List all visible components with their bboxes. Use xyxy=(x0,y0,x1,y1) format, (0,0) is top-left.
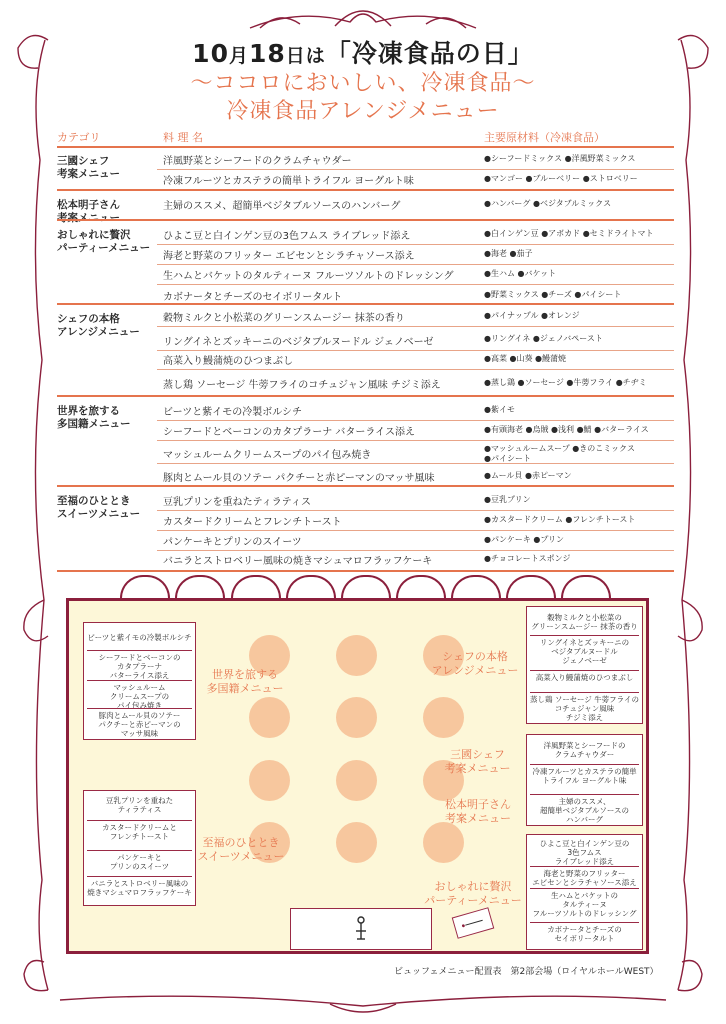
window-arch xyxy=(451,575,501,598)
plan-menu-item: マッシュルーム クリームスープの パイ包み焼き xyxy=(109,683,170,710)
category-label: 三國シェフ 考案メニュー xyxy=(57,155,120,180)
plan-menu-item: 蒸し鶏 ソーセージ 牛蒡フライの コチュジャン風味 チジミ添え xyxy=(530,695,639,722)
ingredients: ●チョコレートスポンジ xyxy=(484,554,571,563)
category-label: おしゃれに贅沢 パーティーメニュー xyxy=(57,229,151,254)
page-title: 10月18日は「冷凍食品の日」 xyxy=(192,39,534,68)
ingredients: ●蒸し鶏 ●ソーセージ ●牛蒡フライ ●チヂミ xyxy=(484,378,647,387)
category-divider xyxy=(57,189,674,191)
zone-label-matsumoto: 松本明子さん 考案メニュー xyxy=(445,798,511,825)
dish-name: 豆乳プリンを重ねたティラティス xyxy=(163,497,311,508)
window-arch xyxy=(341,575,391,598)
zone-label-party: おしゃれに贅沢 パーティーメニュー xyxy=(424,880,522,907)
dish-name: ひよこ豆と白インゲン豆の3色フムス ライブレッド添え xyxy=(163,231,411,242)
buffet-table xyxy=(423,697,464,738)
category-divider xyxy=(57,303,674,305)
table-bottom-rule xyxy=(57,570,674,572)
dish-name: シーフードとベーコンのカタプラーナ バターライス添え xyxy=(163,427,415,438)
plan-menu-item: 主婦のススメ、 超簡単ベジタブルソースの ハンバーグ xyxy=(539,797,630,824)
window-arch xyxy=(175,575,225,598)
ingredients: ●白インゲン豆 ●アボカド ●セミドライトマト xyxy=(484,229,654,238)
plan-item-divider xyxy=(530,670,639,671)
row-divider xyxy=(157,284,674,285)
category-label: シェフの本格 アレンジメニュー xyxy=(57,313,140,338)
buffet-table xyxy=(336,697,377,738)
plan-menu-item: ひよこ豆と白インゲン豆の 3色フムス ライブレッド添え xyxy=(539,839,630,866)
ingredients: ●パイナップル ●オレンジ xyxy=(484,311,580,320)
dish-name: 豚肉とムール貝のソテー パクチーと赤ピーマンのマッサ風味 xyxy=(163,473,435,484)
plan-menu-item: 穀物ミルクと小松菜の グリーンスムージー 抹茶の香り xyxy=(531,613,638,631)
row-divider xyxy=(157,350,674,351)
buffet-table xyxy=(336,822,377,863)
menu-box-sweets xyxy=(83,790,196,906)
menu-box-world xyxy=(83,622,196,740)
plan-item-divider xyxy=(530,692,639,693)
ingredients: ●生ハム ●バケット xyxy=(484,269,557,278)
plan-item-divider xyxy=(87,876,192,877)
plan-item-divider xyxy=(530,866,639,867)
ingredients: ●紫イモ xyxy=(484,405,515,414)
table-header-rule xyxy=(57,146,674,148)
row-divider xyxy=(157,264,674,265)
plan-item-divider xyxy=(87,850,192,851)
plan-menu-item: リングイネとズッキーニの ベジタブルヌードル ジェノベーゼ xyxy=(539,638,630,665)
ingredients: ●マッシュルームスープ ●きのこミックス ●パイシート xyxy=(484,444,635,463)
row-divider xyxy=(157,420,674,421)
dish-name: 洋風野菜とシーフードのクラムチャウダー xyxy=(163,156,352,167)
dish-name: カボナータとチーズのセイボリータルト xyxy=(163,292,343,303)
dish-name: 冷凍フルーツとカステラの簡単トライフル ヨーグルト味 xyxy=(163,176,414,187)
category-divider xyxy=(57,395,674,397)
plan-menu-item: 豚肉とムール貝のソテー パクチーと赤ピーマンの マッサ風味 xyxy=(98,711,181,738)
ingredients: ●有頭海老 ●烏賊 ●浅利 ●鯖 ●バターライス xyxy=(484,425,649,434)
ingredients: ●リングイネ ●ジェノバペースト xyxy=(484,334,603,343)
buffet-table xyxy=(336,760,377,801)
dish-name: 海老と野菜のフリッター エビセンとシラチャソース添え xyxy=(163,251,415,262)
microphone-icon xyxy=(291,909,431,949)
column-header-ingredients: 主要原材料（冷凍食品） xyxy=(484,131,605,144)
ingredients: ●パンケーキ ●プリン xyxy=(484,535,565,544)
category-label: 世界を旅する 多国籍メニュー xyxy=(57,405,131,430)
zone-label-world: 世界を旅する 多国籍メニュー xyxy=(206,668,284,695)
plan-item-divider xyxy=(530,922,639,923)
row-divider xyxy=(157,369,674,370)
row-divider xyxy=(157,550,674,551)
subtitle: 〜ココロにおいしい、冷凍食品〜 xyxy=(190,71,536,96)
dish-name: パンケーキとプリンのスイーツ xyxy=(163,537,302,548)
plan-item-divider xyxy=(530,635,639,636)
plan-menu-item: 冷凍フルーツとカステラの簡単 トライフル ヨーグルト味 xyxy=(532,767,637,785)
dish-name: バニラとストロベリー風味の焼きマシュマロフラッフケーキ xyxy=(163,556,433,567)
column-header-dish: 料 理 名 xyxy=(163,131,203,144)
ingredients: ●海老 ●茄子 xyxy=(484,249,533,258)
window-arch xyxy=(231,575,281,598)
category-label: 松本明子さん 考案メニュー xyxy=(57,199,120,224)
ingredients: ●シーフードミックス ●洋風野菜ミックス xyxy=(484,154,636,163)
row-divider xyxy=(157,169,674,170)
plan-item-divider xyxy=(87,650,192,651)
dish-name: カスタードクリームとフレンチトースト xyxy=(163,517,342,528)
category-label: 至福のひととき スイーツメニュー xyxy=(57,495,141,520)
plan-menu-item: カボナータとチーズの セイボリータルト xyxy=(547,925,622,943)
menu-box-party xyxy=(526,834,643,950)
ingredients: ●ムール貝 ●赤ピーマン xyxy=(484,471,572,480)
ingredients: ●カスタードクリーム ●フレンチトースト xyxy=(484,515,636,524)
dish-name: 主婦のススメ、超簡単ベジタブルソースのハンバーグ xyxy=(163,201,401,212)
dish-name: 蒸し鶏 ソーセージ 牛蒡フライのコチュジャン風味 チジミ添え xyxy=(163,380,441,391)
zone-label-chef: シェフの本格 アレンジメニュー xyxy=(431,650,519,677)
plan-menu-item: 豆乳プリンを重ねた ティラティス xyxy=(105,796,174,814)
menu-box-mikuni-matsumoto xyxy=(526,734,643,826)
row-divider xyxy=(157,244,674,245)
row-divider xyxy=(157,510,674,511)
row-divider xyxy=(157,326,674,327)
plan-menu-item: パンケーキと プリンのスイーツ xyxy=(109,853,170,871)
dish-name: 穀物ミルクと小松菜のグリーンスムージー 抹茶の香り xyxy=(163,313,405,324)
window-arch xyxy=(561,575,611,598)
buffet-table xyxy=(249,697,290,738)
plan-item-divider xyxy=(87,820,192,821)
plan-item-divider xyxy=(530,764,639,765)
window-arch xyxy=(396,575,446,598)
buffet-table xyxy=(336,635,377,676)
stage xyxy=(290,908,432,950)
ingredients: ●高菜 ●山葵 ●鰻蒲焼 xyxy=(484,354,567,363)
dish-name: 生ハムとバケットのタルティーヌ フルーツソルトのドレッシング xyxy=(163,271,454,282)
ingredients: ●マンゴー ●ブルーベリー ●ストロベリー xyxy=(484,174,638,183)
plan-item-divider xyxy=(87,680,192,681)
category-divider xyxy=(57,219,674,221)
plan-menu-item: 洋風野菜とシーフードの クラムチャウダー xyxy=(543,741,626,759)
window-arch xyxy=(120,575,170,598)
ingredients: ●野菜ミックス ●チーズ ●パイシート xyxy=(484,290,622,299)
dish-name: マッシュルームクリームスープのパイ包み焼き xyxy=(163,450,372,461)
plan-menu-item: バニラとストロベリー風味の 焼きマシュマロフラッフケーキ xyxy=(87,879,192,897)
column-header-category: カテゴリ xyxy=(57,131,101,144)
buffet-table xyxy=(423,822,464,863)
plan-item-divider xyxy=(530,888,639,889)
window-arch xyxy=(286,575,336,598)
menu-box-chef xyxy=(526,606,643,724)
footer-caption: ビュッフェメニュー配置表 第2部会場（ロイヤルホールWEST） xyxy=(394,967,659,977)
dish-name: リングイネとズッキーニのベジタブルヌードル ジェノベーゼ xyxy=(163,337,434,348)
ingredients: ●ハンバーグ ●ベジタブルミックス xyxy=(484,199,612,208)
plan-menu-item: カスタードクリームと フレンチトースト xyxy=(102,823,177,841)
window-arch xyxy=(506,575,556,598)
plan-menu-item: 海老と野菜のフリッター エビセンとシラチャソース添え xyxy=(532,869,637,887)
plan-menu-item: ビーツと紫イモの冷製ボルシチ xyxy=(87,633,192,642)
row-divider xyxy=(157,530,674,531)
plan-menu-item: 生ハムとバケットの タルティーヌ フルーツソルトのドレッシング xyxy=(532,891,637,918)
category-divider xyxy=(57,485,674,487)
ingredients: ●豆乳プリン xyxy=(484,495,531,504)
plan-item-divider xyxy=(87,708,192,709)
row-divider xyxy=(157,440,674,441)
plan-menu-item: シーフードとベーコンの カタプラーナ バターライス添え xyxy=(98,653,181,680)
dish-name: ビーツと紫イモの冷製ボルシチ xyxy=(163,407,302,418)
row-divider xyxy=(157,463,674,464)
plan-menu-item: 高菜入り鰻蒲焼のひつまぶし xyxy=(535,673,634,682)
zone-label-mikuni: 三國シェフ 考案メニュー xyxy=(444,748,511,775)
dish-name: 高菜入り鰻蒲焼のひつまぶし xyxy=(163,356,293,367)
zone-label-sweets: 至福のひととき スイーツメニュー xyxy=(197,836,285,863)
subtitle-menu: 冷凍食品アレンジメニュー xyxy=(226,99,500,124)
plan-item-divider xyxy=(530,794,639,795)
buffet-table xyxy=(249,760,290,801)
